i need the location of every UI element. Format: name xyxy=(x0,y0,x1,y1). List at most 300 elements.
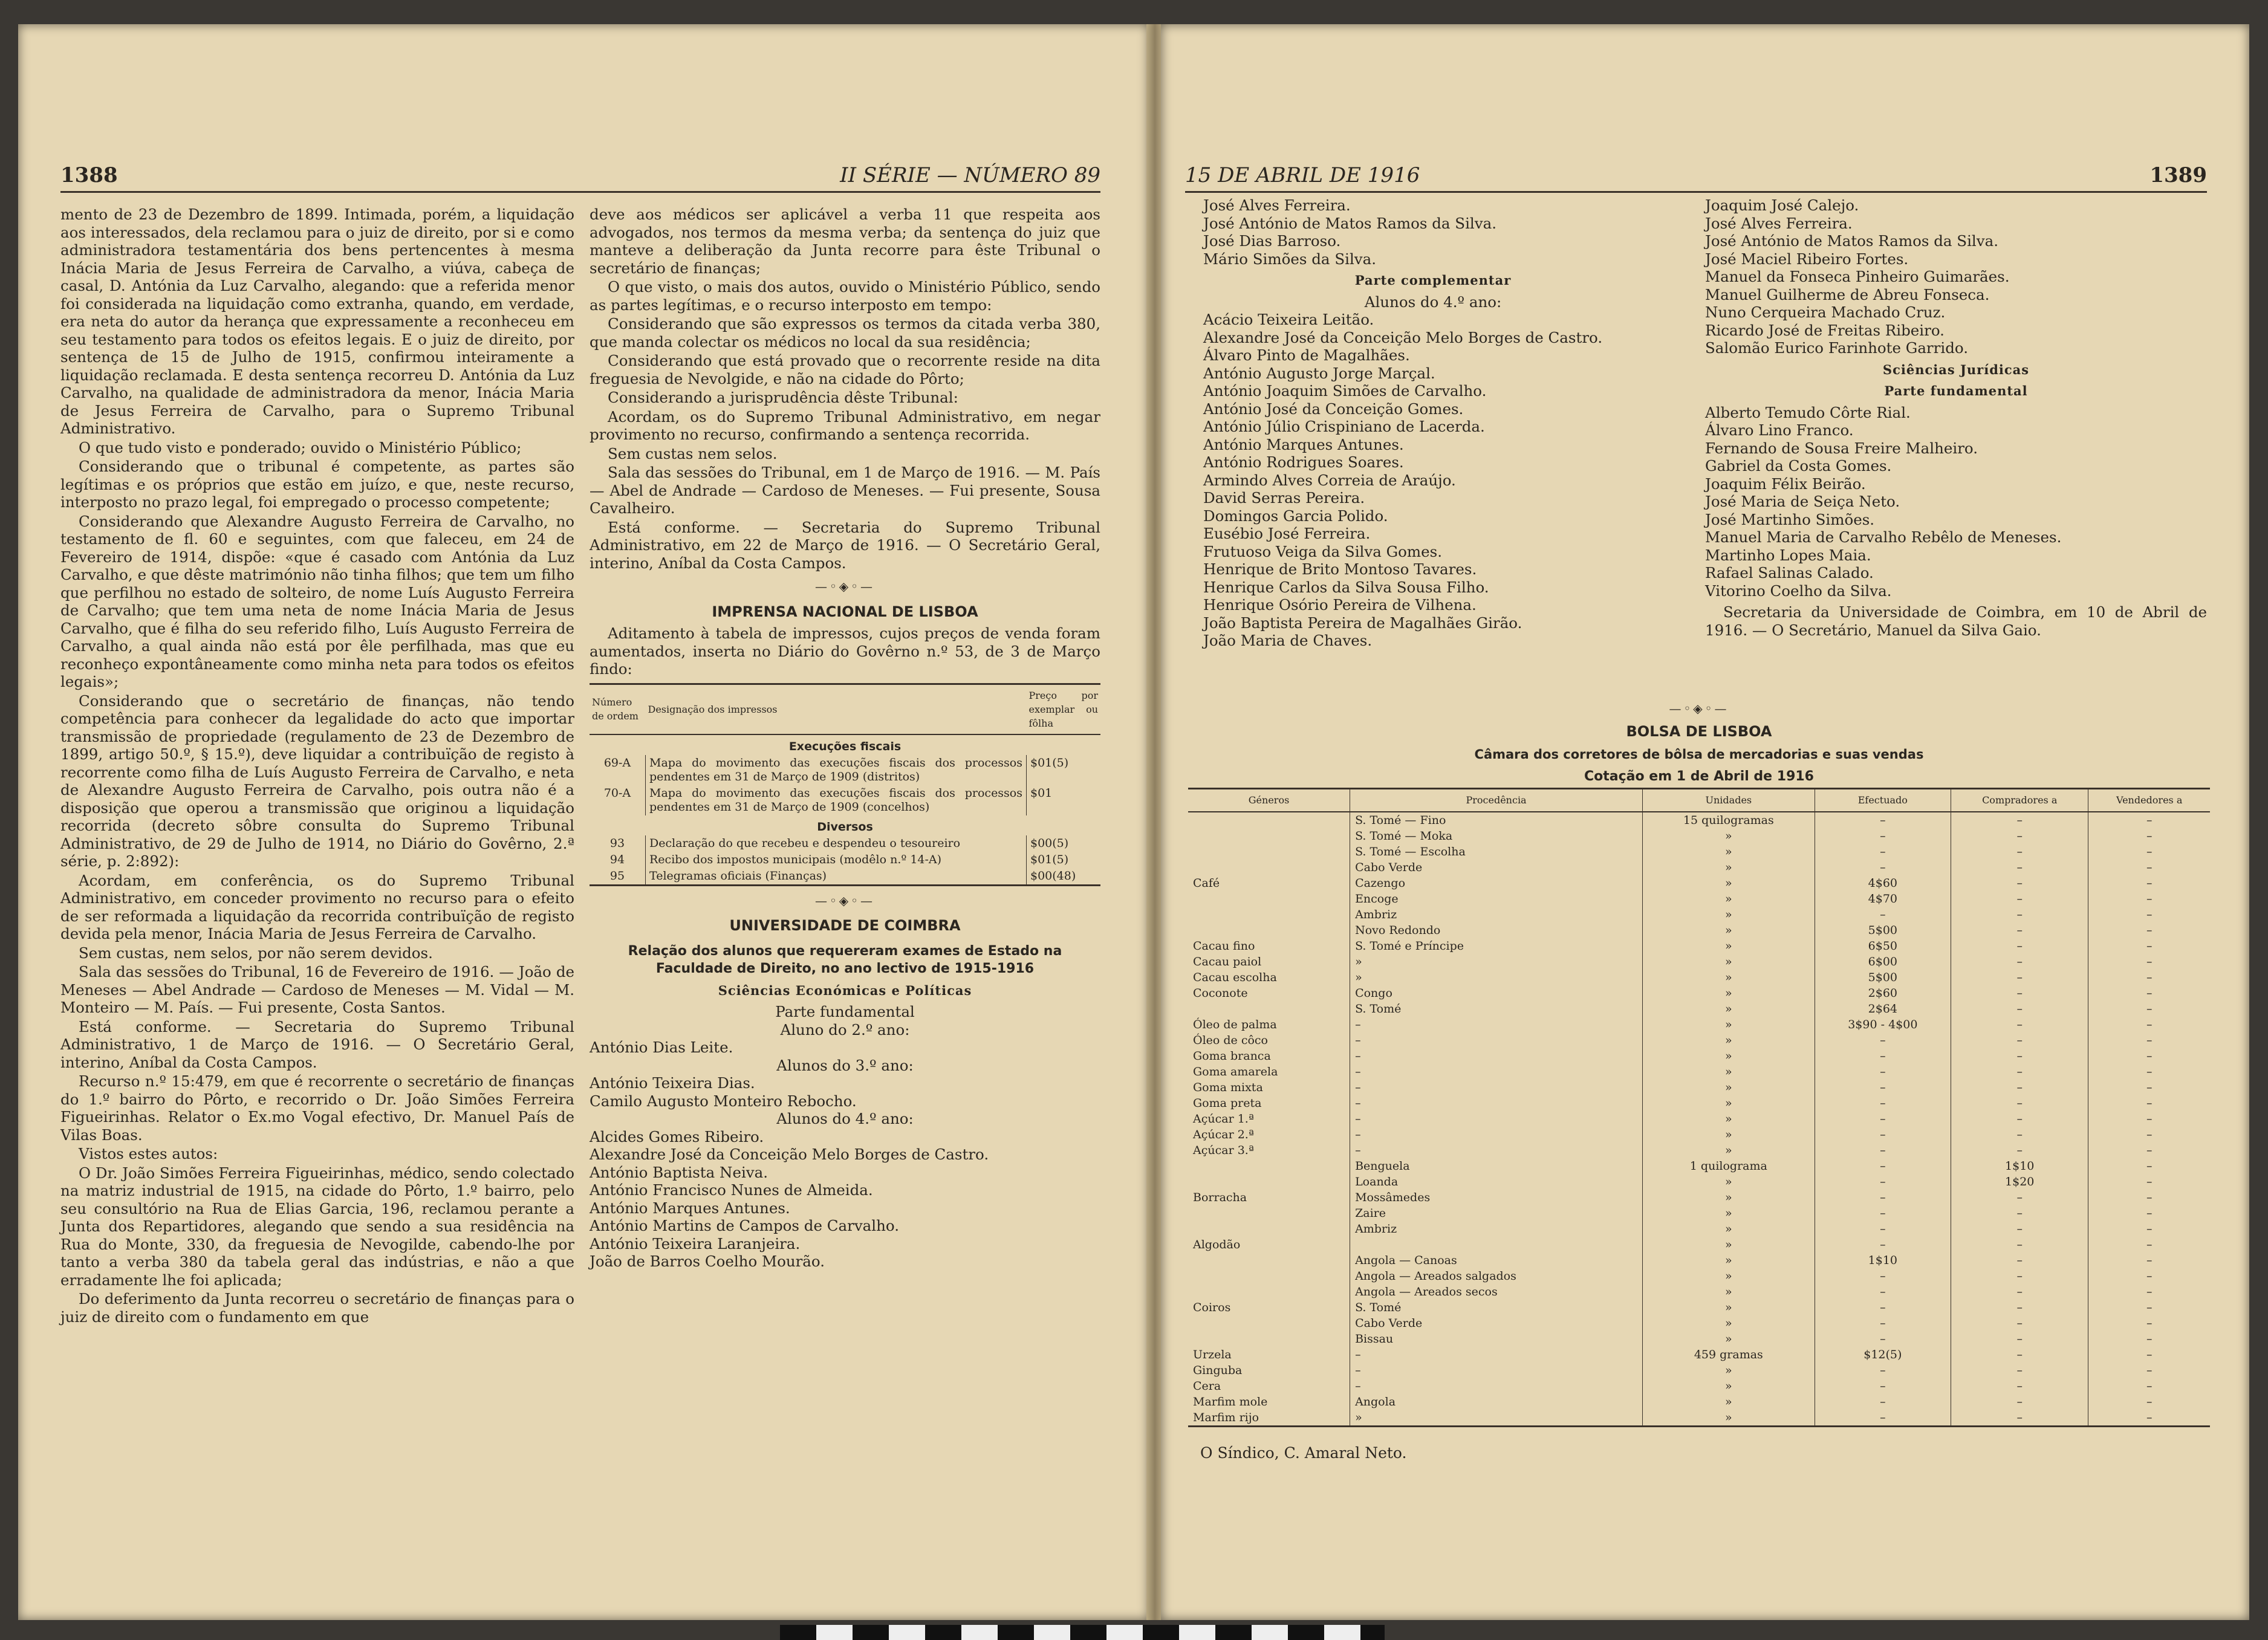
table-cell: – xyxy=(1815,1111,1951,1127)
table-cell: » xyxy=(1643,1174,1815,1190)
table-cell: – xyxy=(2088,1174,2210,1190)
student-name: António Rodrigues Soares. xyxy=(1203,453,1404,471)
table-cell: Mapa do movimento das execuções fiscais dos processos pendentes em 31 de Março de 1909 (distritos) xyxy=(649,756,1022,783)
table-cell: – xyxy=(1951,1331,2088,1347)
table-cell: » xyxy=(1643,1300,1815,1315)
table-cell: – xyxy=(1350,1127,1643,1142)
table-row xyxy=(1188,1080,2210,1095)
table-cell: – xyxy=(2088,1300,2210,1315)
table-cell: » xyxy=(1643,1095,1815,1111)
table-cell: 1 quilograma xyxy=(1643,1158,1815,1174)
student-name: Acácio Teixeira Leitão. xyxy=(1203,311,1374,328)
table-cell: S. Tomé — Escolha xyxy=(1350,844,1643,860)
table-cell: – xyxy=(1350,1363,1643,1378)
table-cell xyxy=(1188,1331,1350,1347)
table-cell: – xyxy=(1951,1001,2088,1017)
table-cell xyxy=(1188,891,1350,907)
table-cell: 2$60 xyxy=(1815,985,1951,1001)
table-row xyxy=(1188,1158,2210,1174)
divider: —◦◈◦— xyxy=(815,893,875,908)
bolsa-header: Efectuado xyxy=(1815,789,1951,812)
table-cell: Bissau xyxy=(1350,1331,1643,1347)
table-row xyxy=(1188,1363,2210,1378)
bolsa-title: BOLSA DE LISBOA xyxy=(1626,723,1772,740)
table-cell: – xyxy=(1951,1032,2088,1048)
table-cell: – xyxy=(1951,1221,2088,1237)
table-cell: 70-A xyxy=(590,785,646,815)
right-column-1 xyxy=(1203,196,1663,650)
table-cell: – xyxy=(1951,1095,2088,1111)
court-ruling-text xyxy=(590,206,1100,572)
table-cell: – xyxy=(1951,1378,2088,1394)
table-cell: – xyxy=(1951,938,2088,954)
sindico-signature: O Síndico, C. Amaral Neto. xyxy=(1200,1444,1407,1462)
table-cell: – xyxy=(2088,1017,2210,1032)
table-cell: 69-A xyxy=(590,755,646,785)
table-cell: – xyxy=(1951,970,2088,985)
table-cell: » xyxy=(1643,1064,1815,1080)
table-cell: Cacau paiol xyxy=(1193,955,1262,968)
table-cell: – xyxy=(1815,1378,1951,1394)
student-name: António Teixeira Laranjeira. xyxy=(590,1234,801,1253)
table-cell: – xyxy=(2088,875,2210,891)
table-row xyxy=(1188,1378,2210,1394)
table-cell: Coiros xyxy=(1193,1301,1231,1314)
table-group-name: Execuções fiscais xyxy=(788,739,902,753)
table-cell: » xyxy=(1643,1331,1815,1347)
table-row xyxy=(1188,1001,2210,1017)
table-row xyxy=(590,852,1100,868)
table-cell: Cabo Verde xyxy=(1350,860,1643,875)
table-row xyxy=(1188,1017,2210,1032)
table-cell: – xyxy=(2088,1410,2210,1427)
student-name: António Joaquim Simões de Carvalho. xyxy=(1203,382,1487,400)
paragraph: Recurso n.º 15:479, em que é recorrente o secretário de finanças do 1.º bairro do Pôrto, e recorrido o Dr. João Simões Ferreira Figueirinhas. Relator o Ex.mo Vogal efectivo, Dr. Manuel País de Vilas Boas. xyxy=(60,1072,574,1144)
table-cell: – xyxy=(2088,954,2210,970)
table-cell: » xyxy=(1643,875,1815,891)
table-cell: Açúcar 3.ª xyxy=(1193,1144,1254,1157)
paragraph: Considerando que são expressos os termos da citada verba 380, que manda colectar os médicos no local da sua residência; xyxy=(590,315,1100,351)
table-cell xyxy=(1188,1221,1350,1237)
table-cell xyxy=(1350,1237,1643,1253)
table-cell: – xyxy=(2088,907,2210,922)
bolsa-header: Géneros xyxy=(1188,789,1350,812)
table-cell xyxy=(1188,1205,1350,1221)
table-cell: – xyxy=(1815,1268,1951,1284)
table-cell: Cera xyxy=(1193,1379,1221,1393)
universidade-subtitle: Relação dos alunos que requereram exames de Estado na Faculdade de Direito, no ano lectivo de 1915-1916 xyxy=(628,943,1062,976)
table-cell: – xyxy=(1815,1190,1951,1205)
student-name: José Maria de Seiça Neto. xyxy=(1705,493,1900,510)
student-name: Alcides Gomes Ribeiro. xyxy=(590,1127,764,1146)
table-row xyxy=(1188,1142,2210,1158)
table-cell: Angola — Canoas xyxy=(1350,1253,1643,1268)
table-row xyxy=(1188,1111,2210,1127)
table-cell: – xyxy=(1815,1080,1951,1095)
table-cell: – xyxy=(1815,907,1951,922)
paragraph: O que visto, o mais dos autos, ouvido o Ministério Público, sendo as partes legítimas, e o recurso interposto em tempo: xyxy=(590,278,1100,314)
student-name: David Serras Pereira. xyxy=(1203,489,1365,507)
table-cell: Cazengo xyxy=(1350,875,1643,891)
divider: —◦◈◦— xyxy=(815,579,875,594)
table-cell: – xyxy=(1951,1268,2088,1284)
paragraph: mento de 23 de Dezembro de 1899. Intimada, porém, a liquidação aos interessados, dela reclamou para o juiz de direito, por si e como administradora testamentária dos bens pertencentes à mesma Inácia Maria de Jesus Ferreira de Carvalho, a viúva, cabeça de casal, D. Antónia da Luz Carvalho, alegando: que a referida menor foi considerada na liquidação como extranha, quando, em verdade, era neta do autor da herança que expressamente a reconheceu em seu testamento para todos os efeitos legais. E o juiz de direito, por sentença de 15 de Julho de 1915, confirmou inteiramente a liquidação reclamada. E desta sentença recorreu D. Antónia da Luz Carvalho, na qualidade de administradora da menor, Inácia Maria de Jesus Ferreira de Carvalho, para o Supremo Tribunal Administrativo. xyxy=(60,206,574,437)
table-cell: – xyxy=(1951,828,2088,844)
table-cell: Café xyxy=(1193,877,1220,890)
table-row xyxy=(590,868,1100,886)
table-cell: » xyxy=(1643,985,1815,1001)
table-row xyxy=(1188,1221,2210,1237)
table-cell: » xyxy=(1643,1001,1815,1017)
table-cell: Loanda xyxy=(1350,1174,1643,1190)
table-group-name: Diversos xyxy=(817,820,873,834)
color-calibration-strip xyxy=(780,1625,1385,1640)
table-row xyxy=(1188,1284,2210,1300)
student-name: António Augusto Jorge Marçal. xyxy=(1203,364,1435,382)
table-cell: Zaire xyxy=(1350,1205,1643,1221)
student-name: João de Barros Coelho Mourão. xyxy=(590,1253,825,1270)
part-title: Parte fundamental xyxy=(1884,383,2028,398)
table-cell: – xyxy=(2088,1347,2210,1363)
paragraph: Considerando que o secretário de finanças, não tendo competência para conhecer da legalidade do acto que importar transmissão de propriedade (regulamento de 23 de Dezembro de 1899, artigo 50.º, § 15.º), deve liquidar a contribuïção de registo à recorrente como filha de Luís Augusto Ferreira de Carvalho, e neta de Alexandre Augusto Ferreira de Carvalho, pois outra não é a disposição que operou a transmissão que originou a liquidação recorrida (decreto sôbre consulta do Supremo Tribunal Administrativo, de 29 de Julho de 1914, no Diário do Govêrno, 2.ª série, p. 2:892): xyxy=(60,692,574,870)
table-cell: Cacau fino xyxy=(1193,939,1255,953)
table-cell: $01(5) xyxy=(1027,755,1101,785)
year-label: Alunos do 4.º ano: xyxy=(1364,293,1502,311)
table-cell: – xyxy=(2088,1331,2210,1347)
table-row xyxy=(1188,1394,2210,1410)
table-cell: Goma mixta xyxy=(1193,1081,1263,1094)
table-cell: – xyxy=(2088,1032,2210,1048)
student-name: Gabriel da Costa Gomes. xyxy=(1705,457,1892,475)
table-cell: – xyxy=(1815,1284,1951,1300)
table-cell: – xyxy=(1350,1048,1643,1064)
table-cell: – xyxy=(1951,1284,2088,1300)
table-cell: 459 gramas xyxy=(1643,1347,1815,1363)
table-cell: 5$00 xyxy=(1815,922,1951,938)
student-name: Fernando de Sousa Freire Malheiro. xyxy=(1705,439,1978,457)
part-title: Parte fundamental xyxy=(775,1003,915,1020)
table-cell: – xyxy=(1350,1080,1643,1095)
table-row xyxy=(1188,1190,2210,1205)
page-number: 1388 xyxy=(60,163,118,187)
table-cell: » xyxy=(1643,844,1815,860)
table-row xyxy=(1188,938,2210,954)
table-cell: – xyxy=(2088,1394,2210,1410)
table-cell: – xyxy=(1951,844,2088,860)
table-cell: Açúcar 1.ª xyxy=(1193,1112,1254,1126)
student-name: Ricardo José de Freitas Ribeiro. xyxy=(1705,321,1945,339)
table-cell: Ambriz xyxy=(1350,907,1643,922)
student-name: João Baptista Pereira de Magalhães Girão. xyxy=(1203,614,1522,632)
student-name: Álvaro Pinto de Magalhães. xyxy=(1203,346,1410,364)
paragraph: O que tudo visto e ponderado; ouvido o Ministério Público; xyxy=(79,438,522,456)
table-cell: S. Tomé xyxy=(1350,1001,1643,1017)
table-cell: Novo Redondo xyxy=(1350,922,1643,938)
table-cell: Angola — Areados secos xyxy=(1350,1284,1643,1300)
table-row xyxy=(1188,1127,2210,1142)
left-page xyxy=(18,24,1149,1620)
table-cell: S. Tomé xyxy=(1350,1300,1643,1315)
student-name: Mário Simões da Silva. xyxy=(1203,250,1377,268)
table-row xyxy=(1188,1064,2210,1080)
table-cell: $00(48) xyxy=(1027,868,1101,886)
table-cell: – xyxy=(1951,860,2088,875)
table-cell: Encoge xyxy=(1350,891,1643,907)
table-cell: Mossâmedes xyxy=(1350,1190,1643,1205)
table-cell: Goma amarela xyxy=(1193,1065,1278,1078)
table-cell xyxy=(1188,844,1350,860)
table-cell: – xyxy=(1951,875,2088,891)
paragraph: Sem custas nem selos. xyxy=(608,444,778,462)
table-cell: » xyxy=(1643,1237,1815,1253)
table-cell: – xyxy=(1951,1347,2088,1363)
table-cell: 1$20 xyxy=(1951,1174,2088,1190)
table-cell: – xyxy=(1350,1378,1643,1394)
table-cell: 4$60 xyxy=(1815,875,1951,891)
table-cell: – xyxy=(1951,1127,2088,1142)
table-cell: – xyxy=(2088,1190,2210,1205)
table-cell: $12(5) xyxy=(1815,1347,1951,1363)
table-cell: » xyxy=(1643,1142,1815,1158)
table-cell: – xyxy=(2088,1378,2210,1394)
paragraph: Do deferimento da Junta recorreu o secretário de finanças para o juiz de direito com o fundamento em que xyxy=(60,1290,574,1326)
table-cell: Marfim mole xyxy=(1193,1395,1268,1408)
table-cell: Marfim rijo xyxy=(1193,1411,1259,1424)
student-name: António Júlio Crispiniano de Lacerda. xyxy=(1203,418,1485,435)
student-name: Henrique Carlos da Silva Sousa Filho. xyxy=(1203,578,1489,596)
left-column-2 xyxy=(590,206,1100,1271)
table-cell: » xyxy=(1643,1032,1815,1048)
table-cell: Congo xyxy=(1350,985,1643,1001)
table-cell: – xyxy=(1815,812,1951,828)
table-cell: Ambriz xyxy=(1350,1221,1643,1237)
paragraph: Acordam, os do Supremo Tribunal Administrativo, em negar provimento no recurso, confirmando a sentença recorrida. xyxy=(590,407,1100,443)
student-name: António Marques Antunes. xyxy=(590,1199,790,1217)
student-name: Álvaro Lino Franco. xyxy=(1705,421,1854,439)
table-cell: » xyxy=(1350,970,1643,985)
table-cell: – xyxy=(1951,1363,2088,1378)
table-cell: » xyxy=(1643,1048,1815,1064)
table-cell: – xyxy=(1815,1032,1951,1048)
table-cell: Goma preta xyxy=(1193,1097,1262,1110)
table-cell: S. Tomé — Moka xyxy=(1350,828,1643,844)
bolsa-header: Vendedores a xyxy=(2088,789,2210,812)
table-cell: – xyxy=(1815,1174,1951,1190)
table-cell: – xyxy=(1815,1394,1951,1410)
bolsa-section xyxy=(1188,695,2210,1462)
table-row xyxy=(1188,1410,2210,1427)
table-cell: – xyxy=(1951,1394,2088,1410)
table-cell: » xyxy=(1643,1410,1815,1427)
table-cell: – xyxy=(1951,907,2088,922)
table-cell: » xyxy=(1643,1190,1815,1205)
table-cell: – xyxy=(1350,1111,1643,1127)
table-cell xyxy=(1188,907,1350,922)
right-running-head xyxy=(1185,163,2207,193)
table-cell: 6$50 xyxy=(1815,938,1951,954)
table-cell: – xyxy=(1951,1315,2088,1331)
table-cell: Angola xyxy=(1350,1394,1643,1410)
table-cell: » xyxy=(1643,1315,1815,1331)
student-name: Nuno Cerqueira Machado Cruz. xyxy=(1705,303,1946,321)
table-cell: – xyxy=(1815,1095,1951,1111)
table-row xyxy=(1188,954,2210,970)
imprensa-title: IMPRENSA NACIONAL DE LISBOA xyxy=(712,603,978,620)
table-cell: – xyxy=(2088,1315,2210,1331)
table-cell: – xyxy=(2088,1080,2210,1095)
table-cell xyxy=(1188,1284,1350,1300)
table-cell: – xyxy=(2088,1221,2210,1237)
table-cell: – xyxy=(2088,1205,2210,1221)
student-name: Joaquim Félix Beirão. xyxy=(1705,475,1866,493)
table-cell xyxy=(1188,812,1350,828)
table-cell xyxy=(1188,860,1350,875)
table-cell: » xyxy=(1643,1378,1815,1394)
table-cell: Coconote xyxy=(1193,987,1248,1000)
table-cell xyxy=(1188,1001,1350,1017)
table-cell: – xyxy=(1951,812,2088,828)
table-cell: – xyxy=(2088,1001,2210,1017)
right-column-2 xyxy=(1705,196,2207,639)
student-name: Salomão Eurico Farinhote Garrido. xyxy=(1705,339,1968,357)
table-cell: – xyxy=(2088,1237,2210,1253)
table-cell: S. Tomé e Príncipe xyxy=(1350,938,1643,954)
table-row xyxy=(1188,907,2210,922)
table-cell: – xyxy=(1815,1331,1951,1347)
table-cell: Cacau escolha xyxy=(1193,971,1277,984)
table-cell: – xyxy=(1951,922,2088,938)
table-cell: – xyxy=(2088,891,2210,907)
table-row xyxy=(1188,1347,2210,1363)
table-cell: – xyxy=(2088,1253,2210,1268)
table-row xyxy=(1188,812,2210,828)
table-row xyxy=(1188,1174,2210,1190)
table-row xyxy=(1188,1032,2210,1048)
table-cell: – xyxy=(1951,1080,2088,1095)
paragraph: Considerando que Alexandre Augusto Ferreira de Carvalho, no testamento de fl. 60 e seguintes, com que faleceu, em 24 de Fevereiro de 1914, dispõe: «que é casado com Antónia da Luz Carvalho, e que dêste matrimónio não tinha filhos; que tem um filho que perfilhou no estado de solteiro, de nome Luís Augusto Ferreira de Carvalho; que tem uma neta de nome Inácia Maria de Jesus Carvalho, que é filha do seu referido filho, Luís Augusto Ferreira de Carvalho, a qual ainda não está por êle perfilhada, mas que eu reconheço expontâneamente como minha neta para todos os efeitos legais»; xyxy=(60,512,574,690)
imprensa-intro: Aditamento à tabela de impressos, cujos preços de venda foram aumentados, inserta no Diário do Govêrno n.º 53, de 3 de Março findo: xyxy=(590,624,1100,678)
table-cell: – xyxy=(1951,1048,2088,1064)
bolsa-date: Cotação em 1 de Abril de 1916 xyxy=(1584,769,1814,784)
table-row xyxy=(1188,970,2210,985)
section-title: Sciências Jurídicas xyxy=(1882,361,2030,377)
table-cell: S. Tomé — Fino xyxy=(1350,812,1643,828)
student-lists xyxy=(590,1021,1100,1271)
table-cell: Óleo de côco xyxy=(1193,1034,1268,1047)
table-row xyxy=(1188,828,2210,844)
paragraph: deve aos médicos ser aplicável a verba 11 que respeita aos advogados, nos termos da mesma verba; da sentença do juiz que manteve a deliberação da Junta recorre para êste Tribunal o secretário de finanças; xyxy=(590,206,1100,277)
table-row xyxy=(1188,1205,2210,1221)
paragraph: Acordam, em conferência, os do Supremo Tribunal Administrativo, em conceder provimento no recurso para o efeito de ser reformada a liquidação da recorrida contribuïção de registo devida pela menor, Inácia Maria de Jesus Ferreira de Carvalho. xyxy=(60,871,574,942)
table-cell: – xyxy=(1815,828,1951,844)
table-cell: Telegramas oficiais (Finanças) xyxy=(649,869,827,883)
paragraph: Está conforme. — Secretaria do Supremo Tribunal Administrativo, 1 de Março de 1916. — O Secretário Geral, interino, Aníbal da Costa Campos. xyxy=(60,1017,574,1071)
table-cell: – xyxy=(1951,1253,2088,1268)
table-cell xyxy=(1188,1315,1350,1331)
table-cell: – xyxy=(2088,1064,2210,1080)
student-name: Martinho Lopes Maia. xyxy=(1705,546,1871,564)
student-name: Henrique Osório Pereira de Vilhena. xyxy=(1203,596,1477,614)
table-cell xyxy=(1188,1158,1350,1174)
section-title: Sciências Económicas e Políticas xyxy=(718,982,972,998)
year-label: Alunos do 4.º ano: xyxy=(776,1110,914,1127)
imprensa-header: Número de ordem xyxy=(590,684,646,734)
table-cell: Recibo dos impostos municipais (modêlo n.º 14-A) xyxy=(649,852,942,866)
table-cell: – xyxy=(1951,1111,2088,1127)
table-cell: » xyxy=(1643,970,1815,985)
table-cell: » xyxy=(1643,922,1815,938)
divider: —◦◈◦— xyxy=(1669,701,1729,716)
table-cell: – xyxy=(1350,1064,1643,1080)
table-cell: – xyxy=(1815,1158,1951,1174)
page-number: 1389 xyxy=(2149,163,2207,187)
table-cell: – xyxy=(1815,1127,1951,1142)
student-name: Henrique de Brito Montoso Tavares. xyxy=(1203,560,1477,578)
table-cell: – xyxy=(2088,985,2210,1001)
table-cell: 94 xyxy=(590,852,646,868)
table-cell: – xyxy=(2088,1048,2210,1064)
part-title: Parte complementar xyxy=(1354,273,1512,288)
table-row xyxy=(1188,1315,2210,1331)
table-group-row xyxy=(590,734,1100,755)
secretaria-note: Secretaria da Universidade de Coimbra, em 10 de Abril de 1916. — O Secretário, Manuel da Silva Gaio. xyxy=(1705,603,2207,639)
student-name: José António de Matos Ramos da Silva. xyxy=(1203,214,1496,232)
table-cell: » xyxy=(1643,1221,1815,1237)
table-cell: – xyxy=(1350,1017,1643,1032)
table-cell: » xyxy=(1643,1080,1815,1095)
student-name: Rafael Salinas Calado. xyxy=(1705,564,1874,582)
paragraph: Considerando que o tribunal é competente, as partes são legítimas e os próprios que estão em juízo, e que, neste recurso, interposto no prazo legal, foi empregado o processo competente; xyxy=(60,458,574,511)
table-cell: » xyxy=(1643,891,1815,907)
table-cell: – xyxy=(2088,1158,2210,1174)
table-cell: » xyxy=(1643,938,1815,954)
table-cell: » xyxy=(1643,828,1815,844)
bolsa-header: Unidades xyxy=(1643,789,1815,812)
student-name: António Dias Leite. xyxy=(590,1039,733,1056)
table-cell: 93 xyxy=(590,835,646,852)
left-running-head xyxy=(60,163,1100,193)
table-cell: » xyxy=(1643,1111,1815,1127)
paragraph: Considerando que está provado que o recorrente reside na dita freguesia de Nevolgide, e não na cidade do Pôrto; xyxy=(590,352,1100,387)
bolsa-header: Compradores a xyxy=(1951,789,2088,812)
table-cell: – xyxy=(1951,1017,2088,1032)
table-cell: – xyxy=(2088,938,2210,954)
table-cell xyxy=(1188,922,1350,938)
table-row xyxy=(1188,1331,2210,1347)
paragraph: Considerando a jurisprudência dêste Tribunal: xyxy=(608,389,958,406)
table-cell: » xyxy=(1350,954,1643,970)
table-row xyxy=(1188,1237,2210,1253)
table-row xyxy=(590,755,1100,785)
year-label: Aluno do 2.º ano: xyxy=(780,1020,910,1039)
table-cell: Cabo Verde xyxy=(1350,1315,1643,1331)
table-cell: – xyxy=(1815,1300,1951,1315)
student-name: Alexandre José da Conceição Melo Borges de Castro. xyxy=(590,1146,989,1163)
year-label: Alunos do 3.º ano: xyxy=(776,1056,914,1074)
table-cell: – xyxy=(1350,1347,1643,1363)
table-cell: – xyxy=(1951,1237,2088,1253)
paragraph: Está conforme. — Secretaria do Supremo Tribunal Administrativo, em 22 de Março de 1916. — O Secretário Geral, interino, Aníbal da Costa Campos. xyxy=(590,518,1100,572)
table-cell: – xyxy=(2088,1284,2210,1300)
table-cell: Ginguba xyxy=(1193,1364,1243,1377)
table-cell: – xyxy=(1951,891,2088,907)
table-cell: Angola — Areados salgados xyxy=(1350,1268,1643,1284)
table-cell: – xyxy=(1815,1221,1951,1237)
table-cell: – xyxy=(1951,1142,2088,1158)
table-cell: – xyxy=(1350,1032,1643,1048)
student-name: José António de Matos Ramos da Silva. xyxy=(1705,232,1998,250)
table-cell: » xyxy=(1643,954,1815,970)
